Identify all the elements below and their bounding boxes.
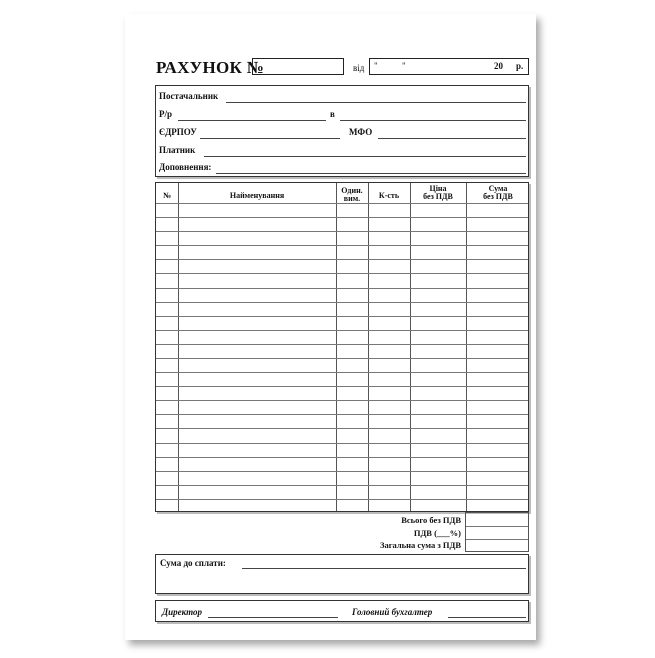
header-qty: К-сть [378,191,400,200]
payer-line[interactable] [204,156,526,157]
table-row[interactable] [156,203,528,204]
header-unit-line1: Один. [341,186,363,195]
items-table [155,182,529,512]
table-row[interactable] [156,217,528,218]
table-row[interactable] [156,245,528,246]
edrpou-label: ЄДРПОУ [159,127,197,137]
header-unit [336,187,368,203]
table-row[interactable] [156,443,528,444]
director-label: Директор [162,607,202,617]
amount-to-pay-line[interactable] [242,568,526,569]
accountant-signature-line[interactable] [448,617,526,618]
date-open-quote: " [374,61,378,71]
table-row[interactable] [156,344,528,345]
header-price-line1: Ціна [429,184,447,193]
header-sum-line2: без ПДВ [483,192,513,201]
table-row[interactable] [156,372,528,373]
payer-label: Платник [159,145,196,155]
table-row[interactable] [156,499,528,500]
invoice-sheet [125,14,536,640]
date-close-quote: " [402,61,406,71]
payment-section [155,554,529,594]
account-label: Р/р [159,109,173,119]
edrpou-line[interactable] [200,138,340,139]
invoice-title: РАХУНОК № [156,58,265,77]
table-row[interactable] [156,316,528,317]
table-row[interactable] [156,457,528,458]
header-name: Найменування [229,191,285,200]
table-row[interactable] [156,288,528,289]
table-row[interactable] [156,471,528,472]
bank-in-label: в [330,109,335,119]
signature-section [155,600,529,622]
header-price [410,185,466,201]
table-row[interactable] [156,259,528,260]
vat-label: ПДВ (___%) [413,528,461,538]
bank-line[interactable] [340,120,526,121]
supplier-line[interactable] [226,102,526,103]
details-section [155,85,529,177]
table-row[interactable] [156,485,528,486]
mfo-line[interactable] [378,138,526,139]
account-line[interactable] [178,120,326,121]
table-row[interactable] [156,386,528,387]
header-sum-line1: Сума [488,184,508,193]
header-sum [466,185,530,201]
supplier-label: Постачальник [159,91,219,101]
total-without-vat-label: Всього без ПДВ [401,515,461,525]
table-row[interactable] [156,358,528,359]
table-row[interactable] [156,414,528,415]
year-label: 20 [494,61,503,71]
additions-label: Доповнення: [159,162,212,172]
table-row[interactable] [156,273,528,274]
totals-block [155,512,529,554]
accountant-label: Головний бухгалтер [352,607,433,617]
from-label: від [353,63,365,73]
table-row[interactable] [156,231,528,232]
header-number: № [162,191,172,200]
table-row[interactable] [156,428,528,429]
table-row[interactable] [156,302,528,303]
grand-total-label: Загальна сума з ПДВ [379,540,461,550]
table-row[interactable] [156,400,528,401]
header-unit-line2: вим. [343,194,361,203]
mfo-label: МФО [349,127,373,137]
amount-to-pay-label: Сума до сплати: [160,558,226,568]
additions-line[interactable] [216,173,526,174]
invoice-number-field[interactable] [252,58,344,75]
table-row[interactable] [156,330,528,331]
invoice-date-field[interactable] [369,58,529,75]
year-suffix: р. [516,61,524,71]
totals-values-box[interactable] [465,512,529,552]
director-signature-line[interactable] [208,617,338,618]
table-rows [156,203,528,513]
header-price-line2: без ПДВ [423,192,453,201]
